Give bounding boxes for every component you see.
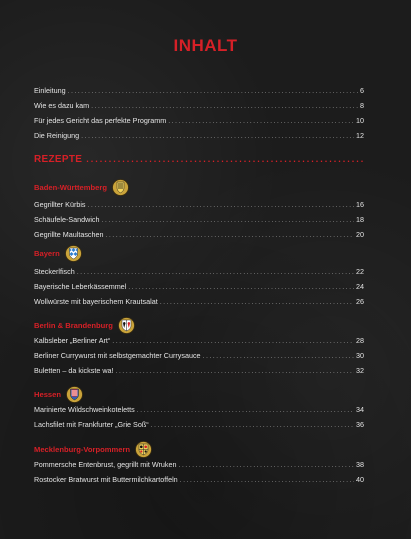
- region-label: Bayern: [34, 249, 60, 258]
- toc-entry[interactable]: [34, 83, 364, 98]
- toc-entry-page: 22: [356, 267, 364, 276]
- leader-dots: [81, 128, 354, 143]
- toc-entry-page: 8: [360, 101, 364, 110]
- leader-dots: [112, 333, 354, 348]
- toc-entry[interactable]: [34, 197, 364, 212]
- leader-dots: [203, 348, 354, 363]
- leader-dots: [128, 279, 354, 294]
- toc-entry-label: Wie es dazu kam: [34, 101, 90, 110]
- toc-entry-label: Einleitung: [34, 86, 66, 95]
- toc-entry-label: Wollwürste mit bayerischem Krautsalat: [34, 297, 158, 306]
- toc-entry-label: Gegrillter Kürbis: [34, 200, 86, 209]
- toc-entry-page: 32: [356, 366, 364, 375]
- toc-entry-label: Berliner Currywurst mit selbstgemachter Currysauce: [34, 351, 201, 360]
- toc-entry-label: Rostocker Bratwurst mit Buttermilchkartoffeln: [34, 475, 178, 484]
- region-list-mecklenburg-vorpommern: [34, 457, 364, 487]
- toc-entry[interactable]: [34, 227, 364, 242]
- toc-entry-page: 28: [356, 336, 364, 345]
- region-list-hessen: [34, 402, 364, 432]
- region-heading-baden-wuerttemberg: [34, 178, 129, 197]
- toc-entry[interactable]: [34, 363, 364, 378]
- toc-entry[interactable]: [34, 402, 364, 417]
- toc-entry-page: 18: [356, 215, 364, 224]
- toc-entry-page: 16: [356, 200, 364, 209]
- leader-dots: [160, 294, 354, 309]
- toc-entry-label: Für jedes Gericht das perfekte Programm: [34, 116, 167, 125]
- toc-entry-page: 40: [356, 475, 364, 484]
- leader-dots: [102, 212, 354, 227]
- toc-entry[interactable]: [34, 128, 364, 143]
- toc-entry-label: Bayerische Leberkässemmel: [34, 282, 127, 291]
- leader-dots: [86, 154, 364, 164]
- toc-entry-page: 10: [356, 116, 364, 125]
- leader-dots: [116, 363, 354, 378]
- leader-dots: [180, 472, 354, 487]
- page-title: INHALT: [173, 36, 238, 55]
- region-list-bayern: [34, 264, 364, 309]
- leader-dots: [91, 98, 358, 113]
- toc-entry-label: Buletten – da kickste wa!: [34, 366, 114, 375]
- toc-entry-label: Kalbsleber „Berliner Art“: [34, 336, 111, 345]
- toc-entry-label: Pommersche Entenbrust, gegrillt mit Wruken: [34, 460, 177, 469]
- toc-entry-label: Die Reinigung: [34, 131, 80, 140]
- toc-entry[interactable]: [34, 279, 364, 294]
- leader-dots: [106, 227, 354, 242]
- toc-entry-page: 36: [356, 420, 364, 429]
- toc-entry[interactable]: [34, 348, 364, 363]
- leader-dots: [77, 264, 354, 279]
- toc-entry-page: 26: [356, 297, 364, 306]
- region-list-berlin-brandenburg: [34, 333, 364, 378]
- toc-entry-label: Marinierte Wildschweinkoteletts: [34, 405, 135, 414]
- baden-wuerttemberg-crest-icon: [112, 178, 129, 197]
- toc-entry-label: Gegrillte Maultaschen: [34, 230, 104, 239]
- intro-toc: [34, 83, 364, 143]
- toc-entry[interactable]: [34, 417, 364, 432]
- leader-dots: [68, 83, 358, 98]
- toc-entry-label: Lachsfilet mit Frankfurter „Grie Soß“: [34, 420, 149, 429]
- toc-entry-page: 12: [356, 131, 364, 140]
- toc-entry[interactable]: [34, 472, 364, 487]
- toc-entry-page: 34: [356, 405, 364, 414]
- toc-entry[interactable]: [34, 264, 364, 279]
- toc-entry-page: 38: [356, 460, 364, 469]
- toc-entry[interactable]: [34, 113, 364, 128]
- leader-dots: [168, 113, 354, 128]
- region-list-baden-wuerttemberg: [34, 197, 364, 242]
- toc-entry[interactable]: [34, 212, 364, 227]
- region-label: Mecklenburg-Vorpommern: [34, 445, 131, 454]
- toc-entry-page: 24: [356, 282, 364, 291]
- toc-entry-label: Schäufele-Sandwich: [34, 215, 100, 224]
- toc-entry[interactable]: [34, 333, 364, 348]
- region-heading-bayern: [34, 244, 82, 263]
- leader-dots: [151, 417, 354, 432]
- toc-entry[interactable]: [34, 294, 364, 309]
- toc-entry[interactable]: [34, 457, 364, 472]
- toc-entry-page: 20: [356, 230, 364, 239]
- region-label: Hessen: [34, 390, 62, 399]
- region-label: Baden-Württemberg: [34, 183, 107, 192]
- leader-dots: [137, 402, 354, 417]
- leader-dots: [88, 197, 354, 212]
- bayern-crest-icon: [65, 244, 82, 263]
- section-heading: [34, 154, 364, 165]
- region-label: Berlin & Brandenburg: [34, 321, 113, 330]
- toc-entry[interactable]: [34, 98, 364, 113]
- toc-entry-page: 6: [360, 86, 364, 95]
- leader-dots: [178, 457, 354, 472]
- toc-entry-page: 30: [356, 351, 364, 360]
- toc-entry-label: Steckerlfisch: [34, 267, 75, 276]
- section-heading-label: REZEPTE: [34, 154, 83, 165]
